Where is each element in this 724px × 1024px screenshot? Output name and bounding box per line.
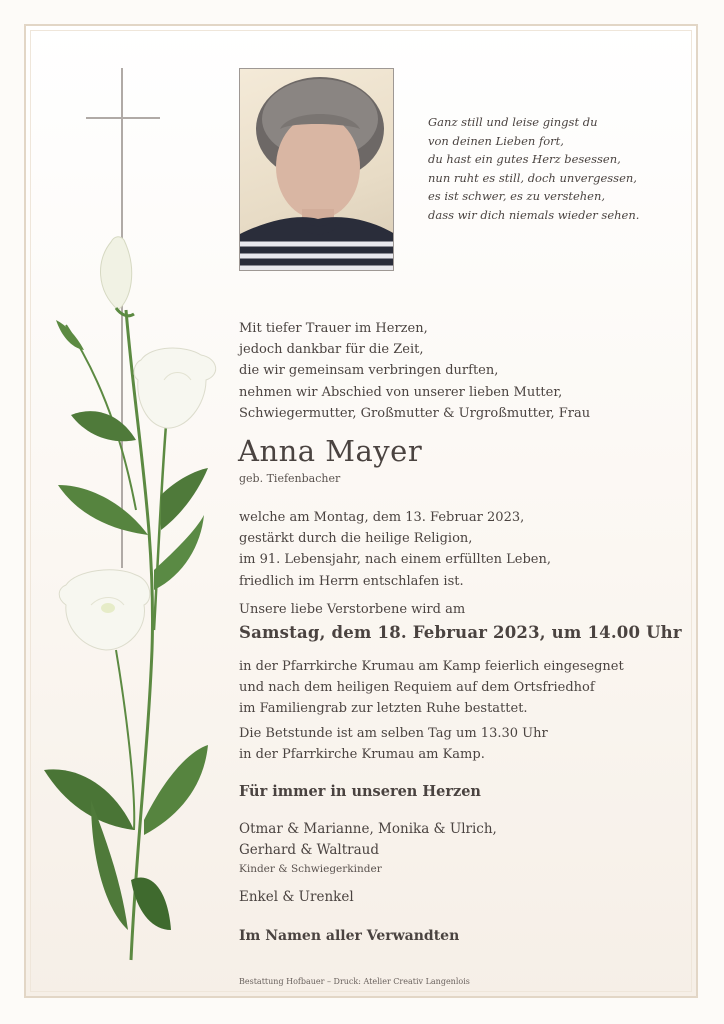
funeral-intro xyxy=(239,599,679,620)
mourners-line: Otmar & Marianne, Monika & Ulrich, xyxy=(239,821,497,837)
poem-line: Ganz still und leise gingst du xyxy=(428,115,598,129)
mourners xyxy=(239,819,497,861)
funeral-intro-line: Unsere liebe Verstorbene wird am xyxy=(239,602,466,617)
motto: Für immer in unseren Herzen xyxy=(239,783,481,800)
funeral-details xyxy=(239,656,679,720)
death-notice-line: friedlich im Herrn entschlafen ist. xyxy=(239,573,464,589)
intro-line: die wir gemeinsam verbringen durften, xyxy=(239,363,499,379)
intro-text xyxy=(239,318,659,424)
cross-horizontal-icon xyxy=(86,117,160,119)
prayer-line: Die Betstunde ist am selben Tag um 13.30 Uhr xyxy=(239,726,548,741)
death-notice xyxy=(239,507,679,592)
mourners-subtitle: Kinder & Schwiegerkinder xyxy=(239,863,382,875)
intro-line: nehmen wir Abschied von unserer lieben Mutter, xyxy=(239,384,563,400)
deceased-name: Anna Mayer xyxy=(238,434,423,468)
poem-line: dass wir dich niemals wieder sehen. xyxy=(428,207,640,222)
footer-credits: Bestattung Hofbauer – Druck: Atelier Creativ Langenlois xyxy=(239,977,470,986)
intro-line: jedoch dankbar für die Zeit, xyxy=(239,342,424,358)
birth-name: geb. Tiefenbacher xyxy=(239,472,341,485)
poem-line: du hast ein gutes Herz besessen, xyxy=(428,152,621,167)
funeral-date: Samstag, dem 18. Februar 2023, um 14.00 Uhr xyxy=(239,623,682,642)
death-notice-line: welche am Montag, dem 13. Februar 2023, xyxy=(239,510,525,525)
funeral-detail-line: und nach dem heiligen Requiem auf dem Ortsfriedhof xyxy=(239,680,595,696)
portrait-photo xyxy=(239,68,394,271)
prayer-hour xyxy=(239,723,679,765)
portrait-icon xyxy=(240,69,394,271)
grandchildren: Enkel & Urenkel xyxy=(239,889,354,905)
intro-line: Mit tiefer Trauer im Herzen, xyxy=(239,321,428,336)
poem xyxy=(428,113,658,225)
funeral-detail-line: in der Pfarrkirche Krumau am Kamp feierlich eingesegnet xyxy=(239,659,624,674)
mourners-line: Gerhard & Waltraud xyxy=(239,842,379,858)
death-notice-line: im 91. Lebensjahr, nach einem erfüllten Leben, xyxy=(239,552,551,568)
death-notice-line: gestärkt durch die heilige Religion, xyxy=(239,531,473,547)
lisianthus-flower-icon xyxy=(36,230,226,970)
poem-line: es ist schwer, es zu verstehen, xyxy=(428,189,606,204)
relatives: Im Namen aller Verwandten xyxy=(239,928,460,944)
poem-line: nun ruht es still, doch unvergessen, xyxy=(428,170,637,185)
funeral-detail-line: im Familiengrab zur letzten Ruhe bestattet. xyxy=(239,701,528,717)
poem-line: von deinen Lieben fort, xyxy=(428,133,564,148)
prayer-line: in der Pfarrkirche Krumau am Kamp. xyxy=(239,747,485,763)
intro-line: Schwiegermutter, Großmutter & Urgroßmutter, Frau xyxy=(239,405,591,421)
